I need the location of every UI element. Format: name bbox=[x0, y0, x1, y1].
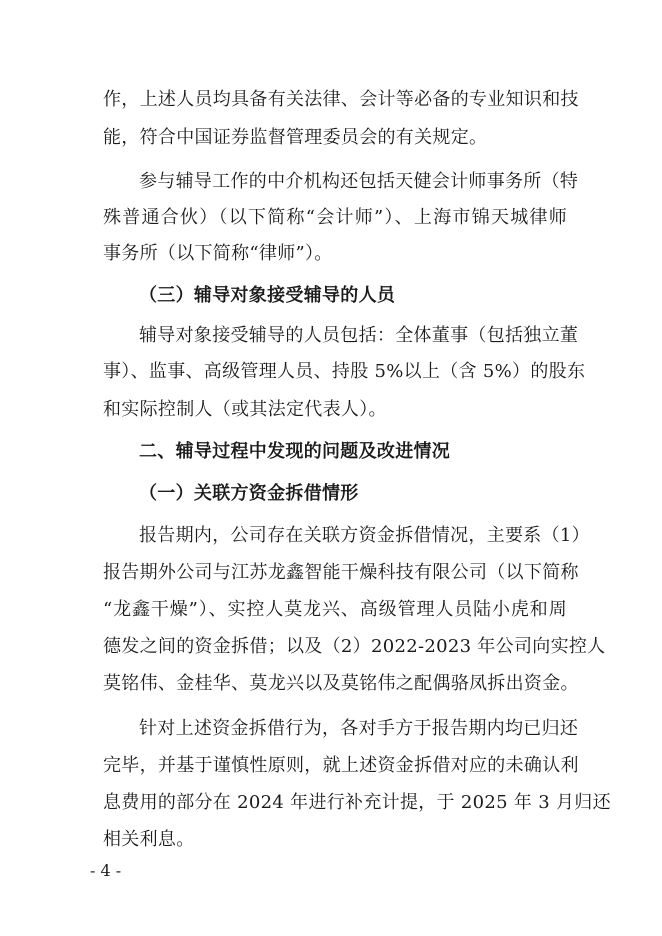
section-heading: （三）辅导对象接受辅导的人员 bbox=[139, 285, 396, 306]
text-line: 报告期内，公司存在关联方资金拆借情况，主要系（1） bbox=[139, 525, 590, 546]
text-line: 相关利息。 bbox=[103, 829, 195, 850]
text-line: 莫铭伟、金桂华、莫龙兴以及莫铭伟之配偶骆凤拆出资金。 bbox=[103, 673, 579, 694]
text-line: 辅导对象接受辅导的人员包括：全体董事（包括独立董 bbox=[139, 325, 579, 346]
text-line: 参与辅导工作的中介机构还包括天健会计师事务所（特 bbox=[139, 171, 579, 192]
text-line: 能，符合中国证券监督管理委员会的有关规定。 bbox=[103, 127, 488, 148]
text-line: 针对上述资金拆借行为，各对手方于报告期内均已归还 bbox=[139, 718, 579, 739]
text-line: 殊普通合伙）（以下简称“会计师”）、上海市锦天城律师 bbox=[103, 207, 567, 228]
text-line: 事）、监事、高级管理人员、持股 5%以上（含 5%）的股东 bbox=[103, 361, 586, 382]
chapter-heading: 二、辅导过程中发现的问题及改进情况 bbox=[139, 441, 451, 462]
text-line: 报告期外公司与江苏龙鑫智能干燥科技有限公司（以下简称 bbox=[103, 562, 579, 583]
text-line: 息费用的部分在 2024 年进行补充计提，于 2025 年 3 月归还 bbox=[103, 792, 611, 813]
text-line: 事务所（以下简称“律师”）。 bbox=[103, 243, 333, 264]
text-line: 德发之间的资金拆借；以及（2）2022-2023 年公司向实控人 bbox=[103, 636, 606, 657]
text-line: 完毕，并基于谨慎性原则，就上述资金拆借对应的未确认利 bbox=[103, 755, 579, 776]
section-heading: （一）关联方资金拆借情形 bbox=[139, 483, 359, 504]
text-line: 作，上述人员均具备有关法律、会计等必备的专业知识和技 bbox=[103, 89, 579, 110]
text-line: 和实际控制人（或其法定代表人）。 bbox=[103, 399, 387, 420]
page-number: - 4 - bbox=[90, 861, 122, 880]
text-line: “龙鑫干燥”）、实控人莫龙兴、高级管理人员陆小虎和周 bbox=[103, 599, 567, 620]
